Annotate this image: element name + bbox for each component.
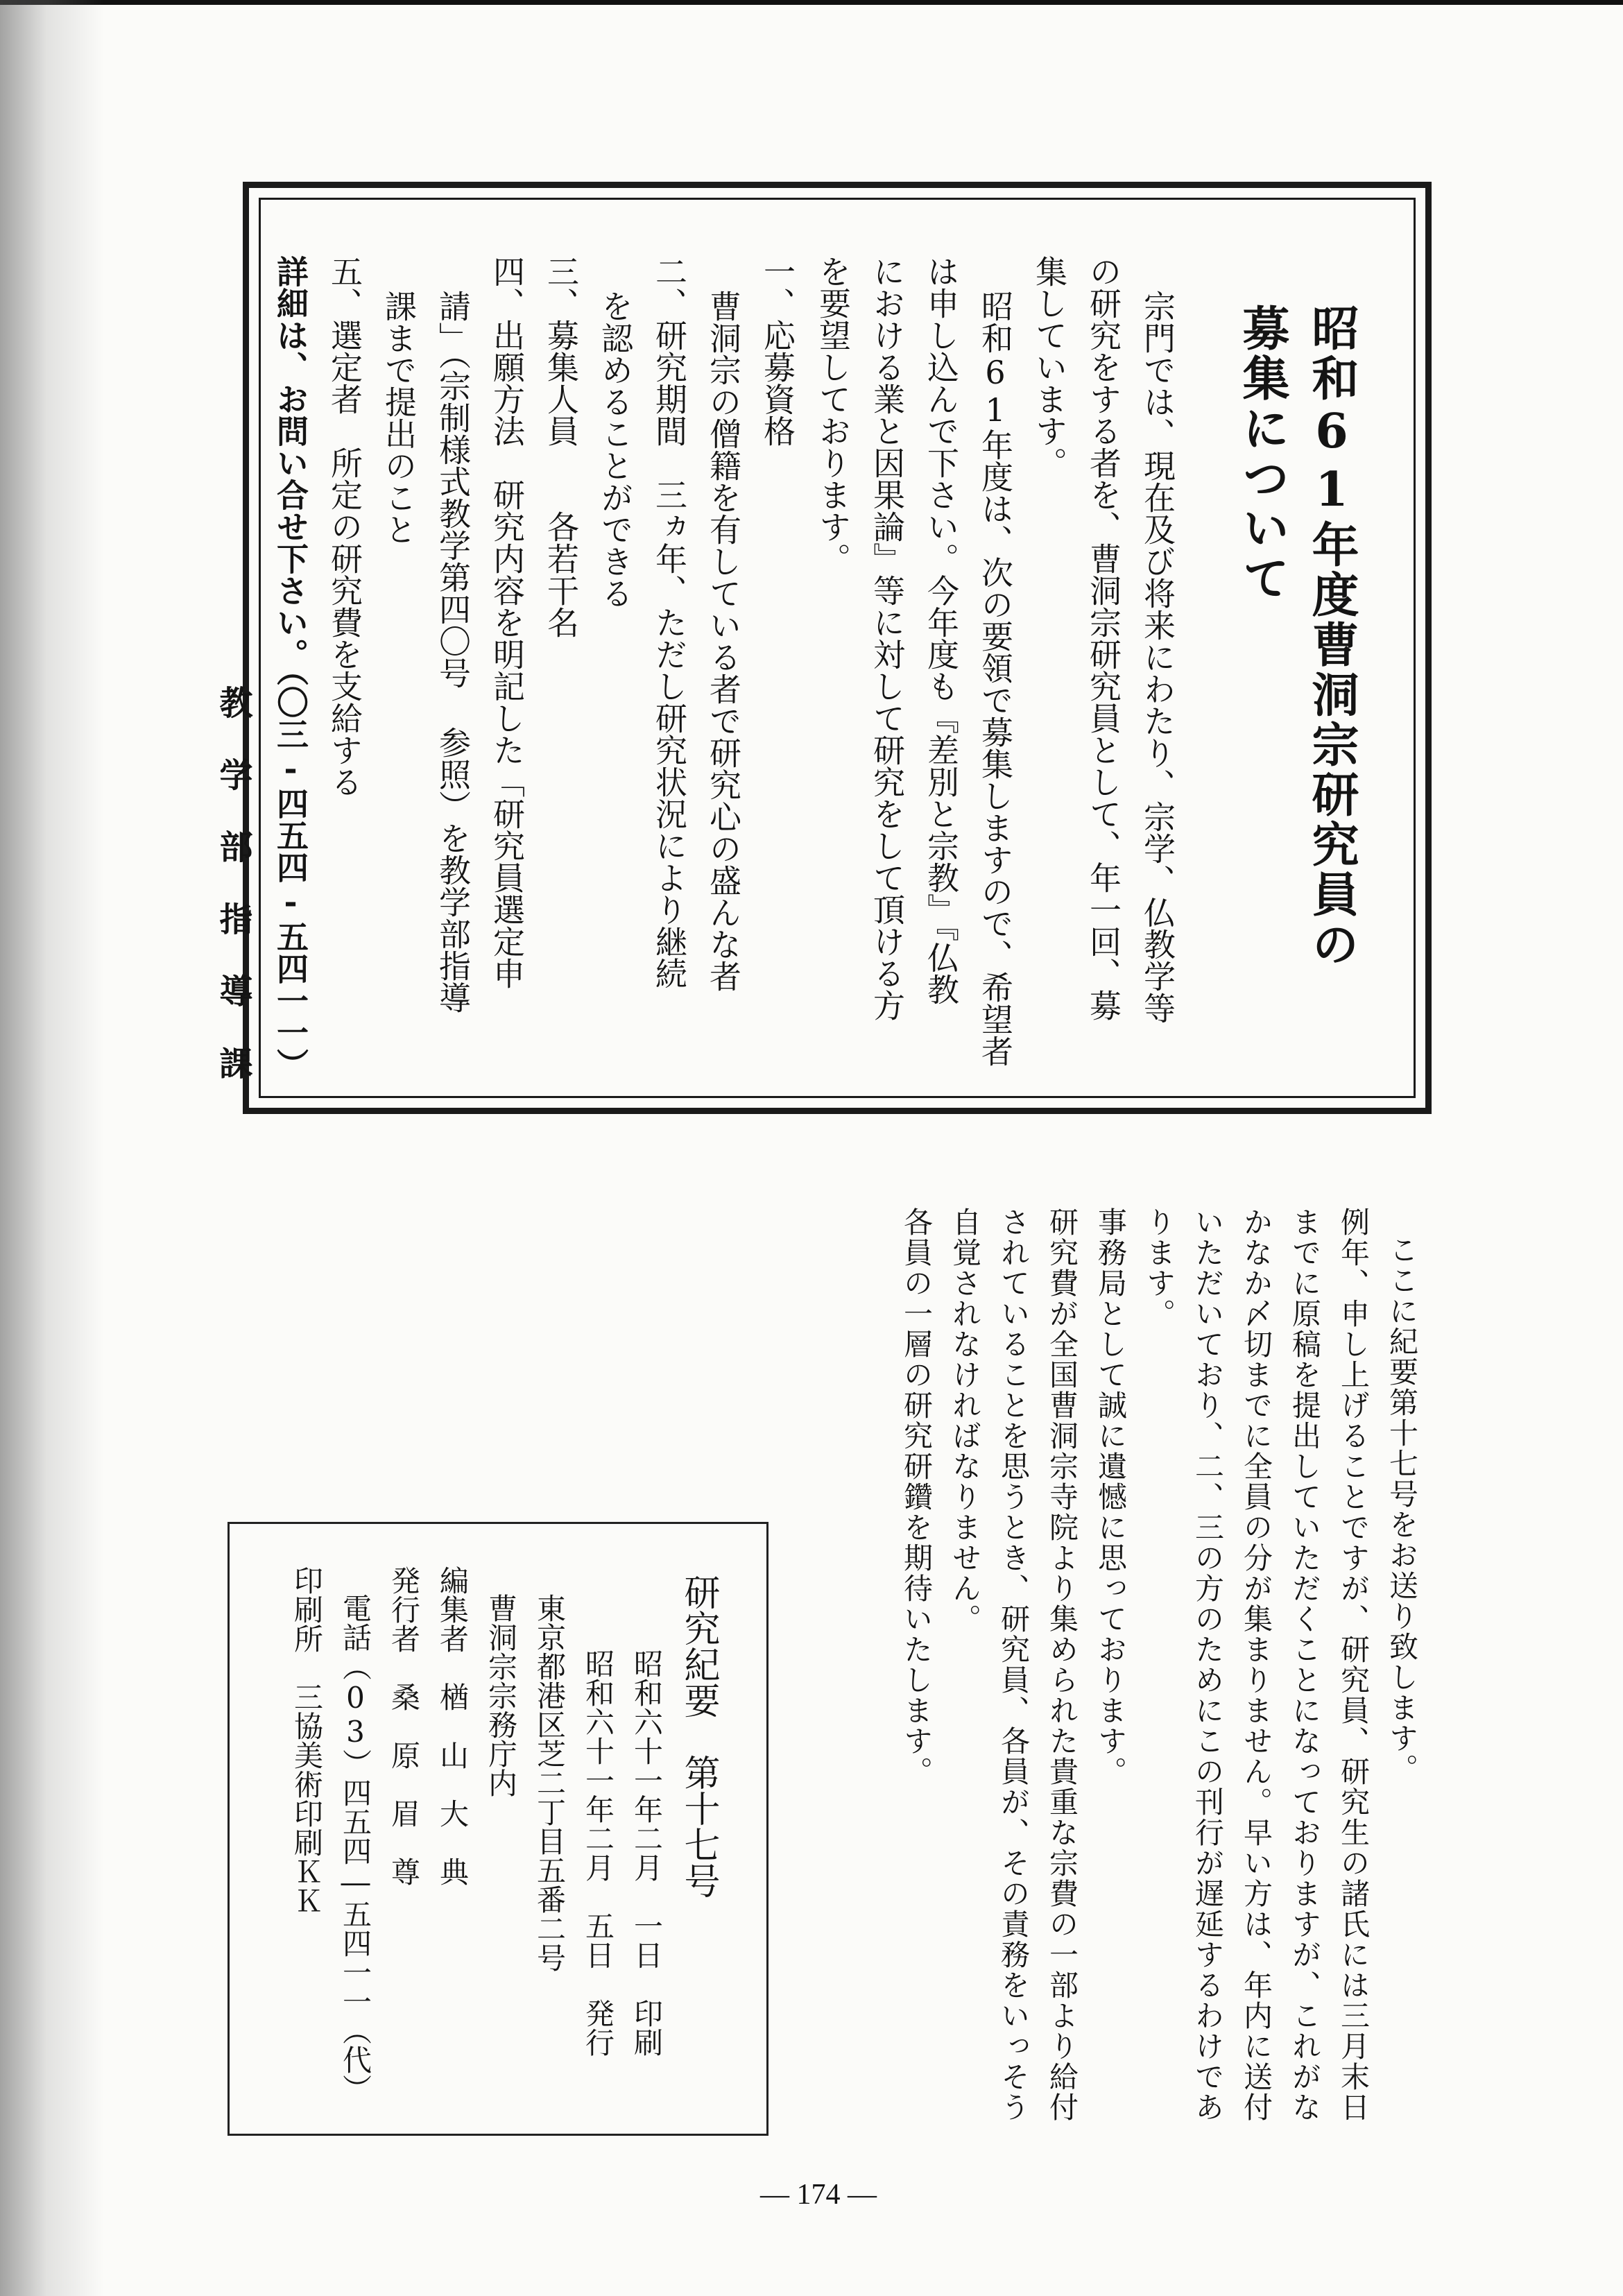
announcement-inner-frame: [214, 198, 1416, 1098]
editorial-line: 自覚されなければなりません。: [948, 1207, 982, 1634]
department-name: 教 学 部 指 導 課: [214, 685, 252, 1079]
editorial-line: 各員の一層の研究研鑽を期待いたします。: [900, 1207, 934, 1787]
item-text: 曹洞宗の僧籍を有している者で研究心の盛んな者: [705, 290, 742, 992]
colophon-title: 研究紀要 第十七号: [678, 1574, 719, 1899]
page-number: — 174 —: [760, 2179, 877, 2211]
printed-date: 昭和六十一年二月 一日 印刷: [630, 1649, 664, 2057]
intro-line: を要望しております。: [814, 255, 852, 574]
intro-line: の研究をする者を、曹洞宗研究員として、年一回、募: [1085, 255, 1122, 1021]
editorial-line: 事務局として誠に遺憾に思っております。: [1094, 1207, 1128, 1787]
intro-line: における業と因果論』等に対して研究をして頂ける方: [868, 255, 906, 1021]
editor-line: 編集者 楢 山 大 典: [436, 1566, 470, 1886]
top-border-rule: [0, 0, 1623, 5]
colophon: [227, 1522, 768, 2136]
item-text: 請」（宗制様式教学第四〇号 参照）を教学部指導: [434, 290, 472, 1013]
item-text: 二、研究期間 三ヵ年、ただし研究状況により継続: [651, 255, 688, 989]
editorial-line: かなか〆切までに全員の分が集まりません。早い方は、年内に送付: [1239, 1207, 1273, 2123]
item-text: 五、選定者 所定の研究費を支給する: [326, 255, 363, 798]
item-text: を認めることができる: [596, 290, 634, 609]
item-text: 三、募集人員 各若干名: [542, 255, 580, 638]
printer-line: 印刷所 三協美術印刷ＫＫ: [290, 1566, 324, 1915]
announcement-title-line-1: 昭和61年度曹洞宗研究員の: [1304, 304, 1359, 970]
editorial-line: 研究費が全国曹洞宗寺院より集められた貴重な宗費の一部より給付: [1045, 1207, 1079, 2123]
editorial-line: 例年、申し上げることですが、研究員、研究生の諸氏には三月末日: [1337, 1207, 1371, 2123]
item-heading: 一、応募資格: [759, 255, 796, 447]
editorial-line: までに原稿を提出していただくことになっておりますが、これがな: [1288, 1207, 1322, 2123]
scan-shadow-edge: [0, 0, 104, 2296]
intro-line: 宗門では、現在及び将来にわたり、宗学、仏教学等: [1139, 290, 1176, 1024]
phone-line: 電話（03）四五四―五四一一（代）: [338, 1593, 372, 2103]
editorial-line: いただいており、二、三の方のためにこの刊行が遅延するわけであ: [1191, 1207, 1225, 2123]
intro-line: は申し込んで下さい。今年度も『差別と宗教』『仏教: [922, 255, 960, 1005]
intro-line: 集しています。: [1031, 255, 1068, 479]
editorial-line: されていることを思うとき、研究員、各員が、その責務をいっそう: [997, 1207, 1031, 2123]
intro-line: 昭和61年度は、次の要領で募集しますので、希望者: [977, 290, 1014, 1067]
publisher-address: 東京都港区芝二丁目五番二号: [533, 1593, 567, 1972]
editorial-line: ります。: [1142, 1207, 1176, 1329]
contact-line: 詳細は、お問い合せ下さい。（〇三-四五四-五四一一）: [272, 255, 309, 1080]
editorial-line: ここに紀要第十七号をお送り致します。: [1385, 1235, 1419, 1784]
announcement-title-line-2: 募集について: [1235, 304, 1290, 603]
item-text: 課まで提出のこと: [380, 290, 418, 545]
recruitment-announcement: [214, 182, 1432, 1114]
item-text: 四、出願方法 研究内容を明記した「研究員選定申: [488, 255, 526, 989]
publisher-office: 曹洞宗宗務庁内: [484, 1593, 518, 1797]
publisher-line: 発行者 桑 原 眉 尊: [387, 1566, 421, 1886]
published-date: 昭和六十一年二月 五日 発行: [581, 1649, 615, 2057]
